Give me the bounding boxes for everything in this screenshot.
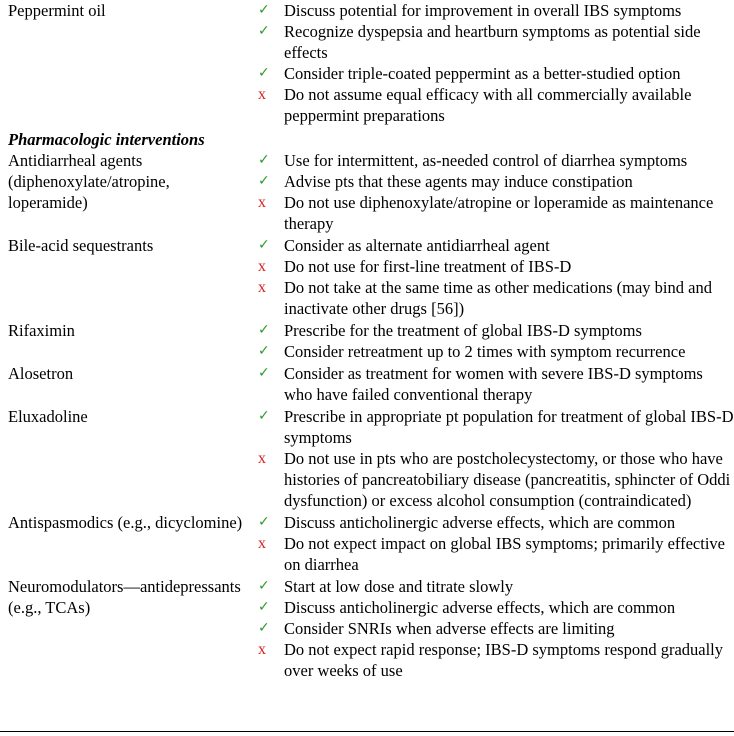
- cross-icon: x: [258, 86, 266, 103]
- check-icon: ✓: [258, 343, 270, 359]
- recommendation-item: [258, 0, 734, 21]
- check-icon: ✓: [258, 578, 270, 594]
- recommendation-item: [258, 448, 734, 511]
- table-row: [0, 320, 734, 363]
- intervention-name: Neuromodulators—antidepressants (e.g., TCAs): [8, 577, 241, 617]
- check-icon: ✓: [258, 365, 270, 381]
- recommendation-item: [258, 341, 734, 362]
- top-rows: [0, 0, 734, 127]
- cross-icon: x: [258, 279, 266, 296]
- recommendation-item: [258, 235, 734, 256]
- table-row: [0, 150, 734, 235]
- cross-icon: x: [258, 641, 266, 658]
- bottom-rule: [0, 731, 734, 732]
- recommendation-item: [258, 406, 734, 448]
- recommendation-text: Do not expect rapid response; IBS-D symptoms respond gradually over weeks of use: [284, 640, 724, 680]
- recommendation-item: [258, 21, 734, 63]
- recommendation-text: Do not use in pts who are postcholecystectomy, or those who have histories of pancreatobiliary disease (pancreatitis, sphincter of Oddi dysfunction) or excess alcohol consumption (contraindicated): [284, 449, 731, 510]
- recommendation-list: [252, 150, 734, 234]
- check-icon: ✓: [258, 322, 270, 338]
- main-rows: [0, 150, 734, 682]
- recommendation-list: [252, 320, 734, 362]
- recommendation-text: Use for intermittent, as-needed control of diarrhea symptoms: [284, 151, 688, 170]
- cross-icon: x: [258, 194, 266, 211]
- table-row: [0, 0, 734, 127]
- check-icon: ✓: [258, 65, 270, 81]
- check-icon: ✓: [258, 514, 270, 530]
- recommendation-text: Consider retreatment up to 2 times with symptom recurrence: [284, 342, 686, 361]
- recommendation-text: Recognize dyspepsia and heartburn symptoms as potential side effects: [284, 22, 701, 62]
- table-row: [0, 512, 734, 576]
- recommendation-item: [258, 320, 734, 341]
- recommendation-item: [258, 363, 734, 405]
- recommendation-item: [258, 192, 734, 234]
- intervention-name: Alosetron: [8, 364, 74, 383]
- recommendation-text: Discuss anticholinergic adverse effects, which are common: [284, 598, 676, 617]
- recommendation-item: [258, 171, 734, 192]
- recommendation-item: [258, 256, 734, 277]
- table-row: [0, 576, 734, 682]
- section-title: Pharmacologic interventions: [8, 130, 205, 149]
- check-icon: ✓: [258, 620, 270, 636]
- check-icon: ✓: [258, 408, 270, 424]
- recommendation-list: [252, 576, 734, 681]
- recommendation-list: [252, 235, 734, 319]
- check-icon: ✓: [258, 2, 270, 18]
- check-icon: ✓: [258, 23, 270, 39]
- recommendation-text: Advise pts that these agents may induce constipation: [284, 172, 633, 191]
- recommendation-text: Discuss potential for improvement in overall IBS symptoms: [284, 1, 682, 20]
- recommendation-text: Consider as treatment for women with severe IBS-D symptoms who have failed conventional therapy: [284, 364, 703, 404]
- intervention-name: Rifaximin: [8, 321, 75, 340]
- recommendation-text: Do not use diphenoxylate/atropine or loperamide as maintenance therapy: [284, 193, 714, 233]
- recommendation-text: Consider as alternate antidiarrheal agent: [284, 236, 550, 255]
- table-row: [0, 363, 734, 406]
- table-row: [0, 235, 734, 320]
- recommendation-list: [252, 512, 734, 575]
- recommendation-list: [252, 363, 734, 405]
- recommendation-text: Do not use for first-line treatment of IBS-D: [284, 257, 572, 276]
- recommendation-item: [258, 277, 734, 319]
- recommendation-list: [252, 0, 734, 126]
- intervention-name: Eluxadoline: [8, 407, 88, 426]
- recommendation-item: [258, 512, 734, 533]
- recommendation-text: Do not take at the same time as other medications (may bind and inactivate other drugs [56]): [284, 278, 712, 318]
- check-icon: ✓: [258, 237, 270, 253]
- recommendation-item: [258, 597, 734, 618]
- recommendation-item: [258, 576, 734, 597]
- recommendation-text: Consider SNRIs when adverse effects are limiting: [284, 619, 615, 638]
- recommendation-list: [252, 406, 734, 511]
- recommendation-text: Discuss anticholinergic adverse effects, which are common: [284, 513, 676, 532]
- recommendation-item: [258, 84, 734, 126]
- check-icon: ✓: [258, 152, 270, 168]
- cross-icon: x: [258, 258, 266, 275]
- recommendation-item: [258, 639, 734, 681]
- cross-icon: x: [258, 450, 266, 467]
- intervention-name: Antispasmodics (e.g., dicyclomine): [8, 513, 243, 532]
- intervention-name: Antidiarrheal agents (diphenoxylate/atropine, loperamide): [8, 151, 170, 212]
- cross-icon: x: [258, 535, 266, 552]
- table-row: [0, 406, 734, 512]
- recommendation-item: [258, 533, 734, 575]
- recommendation-item: [258, 150, 734, 171]
- recommendation-text: Consider triple-coated peppermint as a better-studied option: [284, 64, 681, 83]
- intervention-name: Bile-acid sequestrants: [8, 236, 154, 255]
- intervention-name: Peppermint oil: [8, 1, 106, 20]
- recommendation-item: [258, 63, 734, 84]
- recommendation-text: Prescribe for the treatment of global IBS-D symptoms: [284, 321, 642, 340]
- recommendation-text: Do not assume equal efficacy with all commercially available peppermint preparations: [284, 85, 692, 125]
- check-icon: ✓: [258, 599, 270, 615]
- recommendation-item: [258, 618, 734, 639]
- recommendation-text: Prescribe in appropriate pt population for treatment of global IBS-D symptoms: [284, 407, 734, 447]
- check-icon: ✓: [258, 173, 270, 189]
- recommendation-text: Start at low dose and titrate slowly: [284, 577, 514, 596]
- recommendation-text: Do not expect impact on global IBS symptoms; primarily effective on diarrhea: [284, 534, 725, 574]
